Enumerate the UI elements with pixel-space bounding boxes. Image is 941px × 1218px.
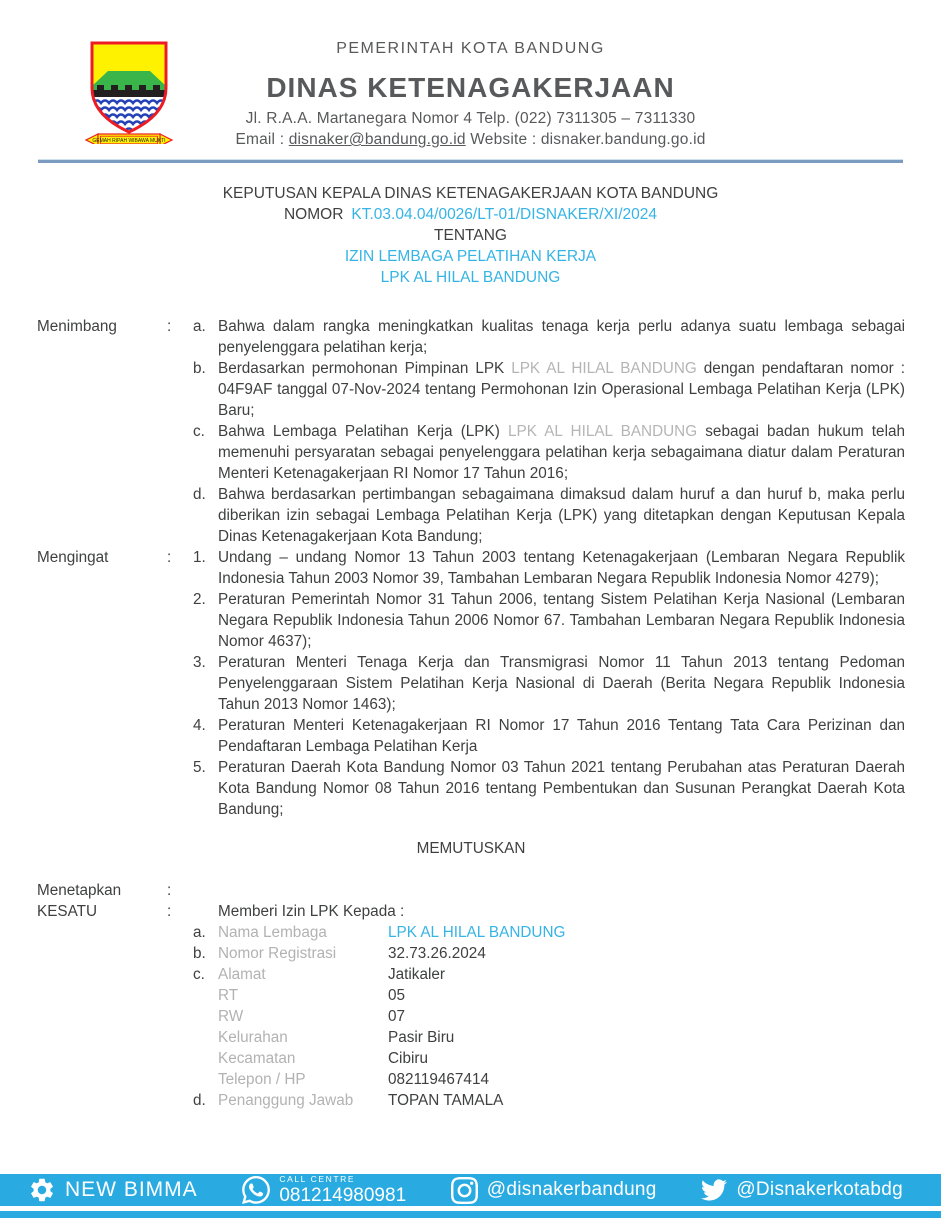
call-centre-label: CALL CENTRE [279, 1174, 356, 1185]
field-label: Kecamatan [218, 1050, 296, 1067]
field-label: RT [218, 987, 239, 1004]
field-row-kelurahan [193, 1027, 905, 1048]
field-label: Alamat [218, 966, 266, 983]
footer-twitter-group[interactable] [701, 1177, 903, 1203]
twitter-handle: @Disnakerkotabdg [736, 1179, 903, 1200]
item-text: Peraturan Menteri Ketenagakerjaan RI Nomor 17 Tahun 2016 Tentang Tata Cara Perizinan dan Pendaftaran Lembaga Pelatihan Kerja [218, 717, 905, 755]
field-row-nomor-registrasi [193, 943, 905, 964]
field-marker: b. [193, 945, 206, 962]
whatsapp-icon [242, 1176, 270, 1204]
item-marker: 3. [193, 654, 206, 671]
item-marker: 2. [193, 591, 206, 608]
field-value: 05 [388, 987, 406, 1004]
item-marker: b. [193, 360, 206, 377]
footer-instagram-group[interactable] [451, 1177, 657, 1204]
government-name: PEMERINTAH KOTA BANDUNG [336, 40, 605, 57]
mengingat-item [193, 715, 905, 757]
field-marker [193, 1048, 218, 1069]
decision-subject-org: LPK AL HILAL BANDUNG [380, 269, 561, 286]
instagram-icon [451, 1177, 478, 1204]
field-value: Jatikaler [388, 966, 445, 983]
field-row-nama-lembaga [193, 922, 905, 943]
item-text: Bahwa berdasarkan pertimbangan sebagaimana dimaksud dalam huruf a dan huruf b, maka perlu diberikan izin sebagai Lembaga Pelatihan Kerja (LPK) yang ditetapkan dengan Keputusan Kepala Dinas Ketenagakerjaan Kota Bandung; [218, 486, 905, 545]
field-label: Penanggung Jawab [218, 1092, 354, 1109]
mengingat-label: Mengingat [37, 549, 109, 566]
mengingat-item [193, 652, 905, 715]
kesatu-intro-row [193, 901, 905, 922]
memutuskan-heading: MEMUTUSKAN [416, 840, 526, 857]
logo-motto: GEMAH RIPAH WIBAWA MUKTI [92, 137, 166, 144]
footer-brand-group [28, 1176, 198, 1204]
field-value: 082119467414 [388, 1071, 489, 1088]
item-marker: 1. [193, 549, 206, 566]
item-marker: d. [193, 486, 206, 503]
field-marker: a. [193, 924, 206, 941]
email-label: Email : [235, 131, 289, 148]
twitter-icon [701, 1177, 727, 1203]
footer-brand-label: NEW BIMMA [65, 1178, 198, 1201]
kesatu-section [37, 901, 905, 1111]
field-marker: d. [193, 1092, 206, 1109]
mengingat-colon: : [167, 549, 172, 566]
menetapkan-label: Menetapkan [37, 882, 122, 899]
menimbang-item [193, 484, 905, 547]
item-marker: 4. [193, 717, 206, 734]
field-row-rw [193, 1006, 905, 1027]
website-label: Website : [465, 131, 541, 148]
decision-title-block [0, 183, 941, 288]
footer-callcentre-group[interactable] [242, 1175, 406, 1205]
email-link[interactable]: disnaker@bandung.go.id [288, 131, 466, 148]
field-label: Telepon / HP [218, 1071, 306, 1088]
item-marker: c. [193, 423, 205, 440]
menimbang-label: Menimbang [37, 318, 117, 335]
item-text: Undang – undang Nomor 13 Tahun 2003 tentang Ketenagakerjaan (Lembaran Negara Republik Indonesia Tahun 2003 Nomor 39, Tambahan Lembaran Negara Republik Indonesia Nomor 4279); [218, 549, 905, 587]
footer-bottom-strip [0, 1211, 941, 1218]
instagram-handle: @disnakerbandung [486, 1179, 657, 1200]
field-marker [193, 1006, 218, 1027]
footer-bar [0, 1174, 941, 1206]
tentang-label: TENTANG [434, 227, 507, 244]
document-body [37, 316, 905, 1111]
field-marker [193, 1069, 218, 1090]
kesatu-intro: Memberi Izin LPK Kepada : [218, 903, 405, 920]
kesatu-label: KESATU [37, 903, 98, 920]
item-text: Peraturan Menteri Tenaga Kerja dan Transmigrasi Nomor 11 Tahun 2013 tentang Pedoman Penyelenggaraan Sistem Pelatihan Kerja Nasional di Daerah (Berita Negara Republik Indonesia Tahun 2013 Nomor 1463); [218, 654, 905, 713]
field-label: RW [218, 1008, 244, 1025]
nomor-value: KT.03.04.04/0026/LT-01/DISNAKER/XI/2024 [351, 206, 658, 223]
field-value: Pasir Biru [388, 1029, 455, 1046]
kesatu-colon: : [167, 903, 172, 920]
mengingat-item [193, 757, 905, 820]
gear-icon [28, 1176, 56, 1204]
field-row-alamat [193, 964, 905, 985]
mengingat-item [193, 589, 905, 652]
item-text: Bahwa dalam rangka meningkatkan kualitas tenaga kerja perlu adanya suatu lembaga sebagai penyelenggara pelatihan kerja; [218, 318, 905, 356]
menetapkan-section [37, 880, 905, 901]
field-row-kecamatan [193, 1048, 905, 1069]
field-label: Nomor Registrasi [218, 945, 337, 962]
item-text: Peraturan Pemerintah Nomor 31 Tahun 2006, tentang Sistem Pelatihan Kerja Nasional (Lembaran Negara Republik Indonesia Tahun 2006 Nomor 67. Tambahan Lembaran Negara Republik Indonesia Nomor 4637); [218, 591, 905, 650]
field-label: Kelurahan [218, 1029, 288, 1046]
menimbang-colon: : [167, 318, 172, 335]
decision-subject: IZIN LEMBAGA PELATIHAN KERJA [344, 248, 597, 265]
field-marker: c. [193, 966, 205, 983]
field-label: Nama Lembaga [218, 924, 327, 941]
field-value: 32.73.26.2024 [388, 945, 486, 962]
field-marker [193, 1027, 218, 1048]
agency-name: DINAS KETENAGAKERJAAN [266, 72, 675, 103]
call-centre-number: 081214980981 [279, 1184, 407, 1206]
field-row-rt [193, 985, 905, 1006]
header-divider [38, 159, 903, 163]
field-value: LPK AL HILAL BANDUNG [388, 924, 566, 941]
item-marker: a. [193, 318, 206, 335]
field-marker [193, 985, 218, 1006]
item-text: Peraturan Daerah Kota Bandung Nomor 03 Tahun 2021 tentang Perubahan atas Peraturan Daerah Kota Bandung Nomor 08 Tahun 2016 tentang Pembentukan dan Susunan Perangkat Daerah Kota Bandung; [218, 759, 905, 818]
item-marker: 5. [193, 759, 206, 776]
field-value: TOPAN TAMALA [388, 1092, 504, 1109]
field-row-telepon [193, 1069, 905, 1090]
menimbang-item [193, 421, 905, 484]
item-text: Bahwa Lembaga Pelatihan Kerja (LPK) LPK AL HILAL BANDUNG sebagai badan hukum telah memenuhi persyaratan sebagai penyelenggara pelatihan kerja sebagaimana diatur dalam Peraturan Menteri Ketenagakerjaan RI Nomor 17 Tahun 2016; [218, 423, 905, 482]
menimbang-section [37, 316, 905, 547]
decision-number-line [0, 204, 941, 225]
website-text: disnaker.bandung.go.id [540, 131, 706, 148]
field-row-penanggung-jawab [193, 1090, 905, 1111]
decision-title: KEPUTUSAN KEPALA DINAS KETENAGAKERJAAN KOTA BANDUNG [222, 185, 719, 202]
menimbang-item [193, 358, 905, 421]
mengingat-section [37, 547, 905, 820]
bandung-city-logo [84, 40, 174, 144]
field-value: 07 [388, 1008, 406, 1025]
field-value: Cibiru [388, 1050, 428, 1067]
menetapkan-colon: : [167, 882, 172, 899]
menimbang-item [193, 316, 905, 358]
mengingat-item [193, 547, 905, 589]
nomor-label: NOMOR [283, 206, 344, 223]
item-text: Berdasarkan permohonan Pimpinan LPK LPK AL HILAL BANDUNG dengan pendaftaran nomor : 04F9AF tanggal 07-Nov-2024 tentang Permohonan Izin Operasional Lembaga Pelatihan Kerja (LPK) Baru; [218, 360, 905, 419]
agency-address: Jl. R.A.A. Martanegara Nomor 4 Telp. (022) 7311305 – 7311330 [245, 110, 696, 127]
letterhead [0, 0, 941, 149]
